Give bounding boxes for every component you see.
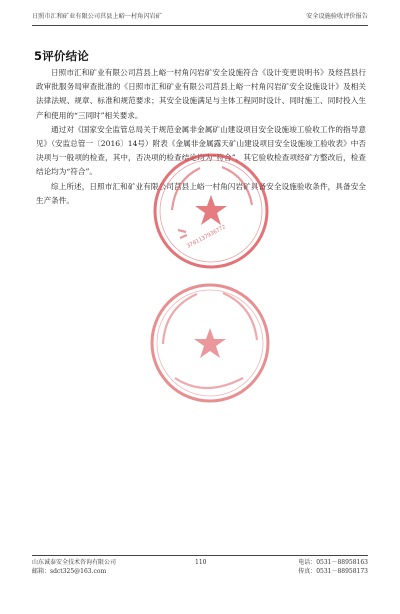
official-seal <box>150 150 272 272</box>
footer-email: 邮箱：sdct325@163.com <box>32 568 107 575</box>
footer-left <box>32 558 116 576</box>
footer-org: 山东诚泰安全技术咨询有限公司 <box>32 559 117 566</box>
section-title: 5评价结论 <box>34 49 90 63</box>
footer-divider <box>32 555 368 556</box>
paragraph-1: 日照市汇和矿业有限公司莒县上峪一村角闪岩矿安全设施符合《设计变更说明书》及经莒县行政审批服务局审查批准的《日照市汇和矿业有限公司莒县上峪一村角闪岩矿安全设施设计》及相关法律法规、规章、标准和规范要求；其安全设施满足与主体工程同时设计、同时施工、同时投入生产和使用的“三同时”相关要求。 <box>36 68 366 120</box>
header-company: 日照市汇和矿业有限公司莒县上峪一村角闪岩矿 <box>32 13 162 20</box>
seal-number: 3701137936772 <box>186 224 227 250</box>
paragraph-3: 综上所述，日照市汇和矿业有限公司莒县上峪一村角闪岩矿具备安全设施验收条件，具备安全生产条件。 <box>36 181 366 205</box>
footer-phone: 电话：0531－88958163 <box>298 559 368 566</box>
footer-right <box>298 558 368 576</box>
paragraph-2: 通过对《国家安全监管总局关于规范金属非金属矿山建设项目安全设施竣工验收工作的指导意见》（安监总管一〔2016〕14号）附表《金属非金属露天矿山建设项目安全设施竣工验收表》中否决项与一般项的检查，其中，否决项的检查结论均为“符合”，其它验收检查项经矿方整改后，检查结论均为“符合”。 <box>36 124 366 177</box>
header-report-type: 安全设施验收评价报告 <box>306 13 368 20</box>
header-divider <box>32 25 368 26</box>
page-header <box>32 10 368 24</box>
page-number: 110 <box>195 559 207 566</box>
page-footer <box>32 558 368 582</box>
official-seal-secondary <box>145 278 275 408</box>
footer-fax: 传真：0531－88958173 <box>298 568 368 575</box>
